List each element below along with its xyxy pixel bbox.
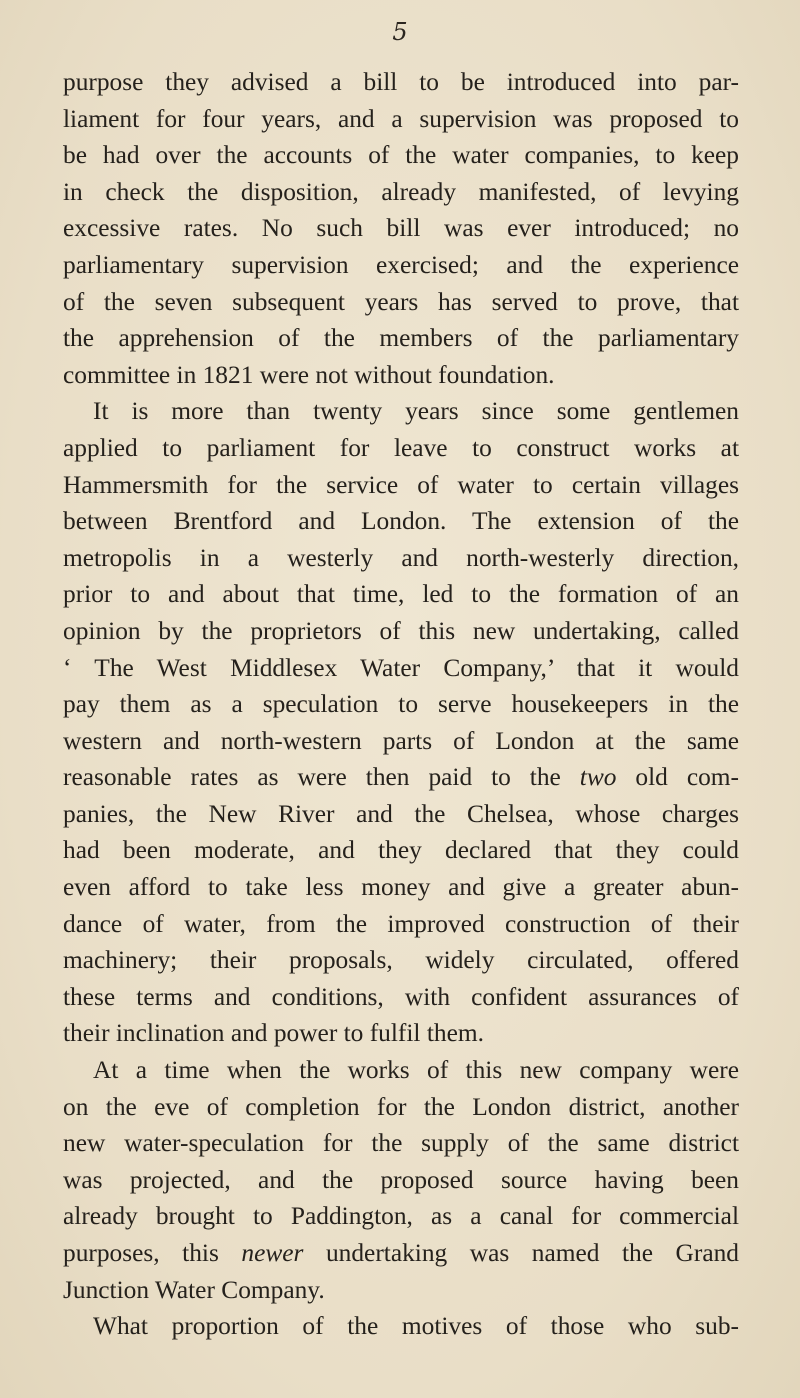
text-line: these terms and conditions, with confident assurances of — [63, 982, 739, 1011]
text-line: be had over the accounts of the water companies, to keep — [63, 141, 739, 170]
text-line: At a time when the works of this new company were — [93, 1056, 739, 1085]
text-line: It is more than twenty years since some gentlemen — [93, 397, 739, 426]
text-line: purposes, this newer undertaking was named the Grand — [63, 1239, 740, 1267]
text-line: the apprehension of the members of the parliamentary — [63, 324, 739, 353]
text-line: committee in 1821 were not without foundation. — [63, 360, 555, 389]
text-line: applied to parliament for leave to construct works at — [63, 433, 739, 462]
text-line: panies, the New River and the Chelsea, whose charges — [63, 799, 739, 828]
text-line: What proportion of the motives of those who sub- — [93, 1312, 739, 1341]
page-number: 5 — [392, 18, 408, 46]
text-line: new water-speculation for the supply of the same district — [63, 1129, 739, 1158]
text-line: excessive rates. No such bill was ever introduced; no — [63, 214, 739, 243]
text-line: liament for four years, and a supervision was proposed to — [63, 104, 739, 133]
text-line: Hammersmith for the service of water to certain villages — [63, 470, 739, 499]
text-line: reasonable rates as were then paid to the two old com- — [63, 763, 740, 792]
body-text — [63, 64, 739, 1345]
text-line: already brought to Paddington, as a canal for commercial — [63, 1202, 739, 1231]
text-line: between Brentford and London. The extension of the — [63, 507, 739, 536]
text-line: their inclination and power to fulfil them. — [63, 1019, 484, 1048]
text-line: dance of water, from the improved construction of their — [63, 909, 739, 938]
text-line: on the eve of completion for the London district, another — [63, 1092, 739, 1121]
text-line: pay them as a speculation to serve housekeepers in the — [63, 690, 739, 719]
text-line: Junction Water Company. — [63, 1275, 325, 1304]
text-line: opinion by the proprietors of this new undertaking, called — [63, 616, 739, 645]
text-line: ‘ The West Middlesex Water Company,’ that it would — [63, 653, 739, 682]
text-line: machinery; their proposals, widely circulated, offered — [63, 946, 739, 975]
text-line: was projected, and the proposed source having been — [63, 1165, 739, 1194]
emphasized-word: newer — [241, 1239, 304, 1267]
text-line: parliamentary supervision exercised; and the experience — [63, 250, 739, 279]
text-line: in check the disposition, already manifested, of levying — [63, 177, 739, 206]
text-line: even afford to take less money and give a greater abun- — [63, 873, 739, 902]
text-line: metropolis in a westerly and north-westerly direction, — [63, 543, 739, 572]
emphasized-word: two — [579, 763, 617, 792]
text-line: western and north-western parts of London at the same — [63, 726, 739, 755]
text-line: purpose they advised a bill to be introduced into par- — [63, 68, 739, 96]
text-line: had been moderate, and they declared that they could — [63, 836, 739, 865]
text-line: prior to and about that time, led to the formation of an — [63, 580, 739, 609]
text-line: of the seven subsequent years has served to prove, that — [63, 287, 739, 316]
